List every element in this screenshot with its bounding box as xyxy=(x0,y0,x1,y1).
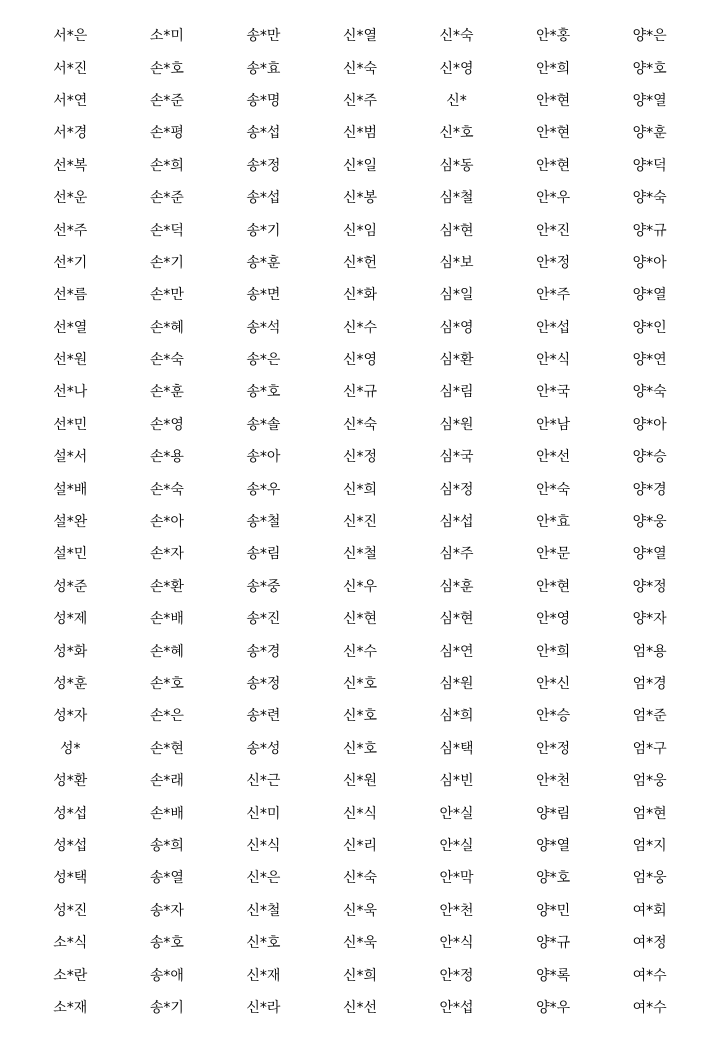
name-cell: 심*환 xyxy=(439,352,474,369)
name-cell: 송*기 xyxy=(149,999,184,1016)
name-cell: 송*솔 xyxy=(246,416,281,433)
name-cell: 심*정 xyxy=(439,481,474,498)
name-cell: 손*숙 xyxy=(149,481,184,498)
name-cell: 설*서 xyxy=(53,449,88,466)
table-row xyxy=(22,279,698,311)
name-cell: 심*림 xyxy=(439,384,474,401)
name-cell: 심*철 xyxy=(439,190,474,207)
name-cell: 안*홍 xyxy=(536,28,571,45)
table-row xyxy=(22,506,698,538)
name-cell: 양*숙 xyxy=(632,384,667,401)
name-cell: 신*숙 xyxy=(342,60,377,77)
name-cell: 엄*용 xyxy=(632,643,667,660)
name-cell: 안*정 xyxy=(439,967,474,984)
name-cell: 양*열 xyxy=(536,837,571,854)
name-cell: 신*정 xyxy=(342,449,377,466)
name-cell: 신*희 xyxy=(342,481,377,498)
name-cell: 양*열 xyxy=(632,287,667,304)
name-cell: 성*택 xyxy=(53,870,88,887)
name-cell: 송*명 xyxy=(246,92,281,109)
table-row xyxy=(22,376,698,408)
name-cell: 손*환 xyxy=(149,578,184,595)
name-cell: 심*훈 xyxy=(439,578,474,595)
name-cell: 선*기 xyxy=(53,254,88,271)
name-cell: 손*자 xyxy=(149,546,184,563)
name-cell: 성* xyxy=(60,740,81,757)
name-cell: 신*철 xyxy=(246,902,281,919)
name-cell: 송*효 xyxy=(246,60,281,77)
name-cell: 양*숙 xyxy=(632,190,667,207)
name-cell: 안*희 xyxy=(536,60,571,77)
name-cell: 선*민 xyxy=(53,416,88,433)
name-cell: 양*웅 xyxy=(632,514,667,531)
name-cell: 심*택 xyxy=(439,740,474,757)
name-cell: 송*은 xyxy=(246,352,281,369)
name-cell: 신*식 xyxy=(342,805,377,822)
table-row xyxy=(22,85,698,117)
name-cell: 여*수 xyxy=(632,967,667,984)
name-cell: 양*규 xyxy=(536,935,571,952)
name-cell: 송*석 xyxy=(246,319,281,336)
name-cell: 신*봉 xyxy=(342,190,377,207)
name-cell: 안*천 xyxy=(536,773,571,790)
name-cell: 성*자 xyxy=(53,708,88,725)
name-cell: 신*호 xyxy=(439,125,474,142)
name-cell: 성*화 xyxy=(53,643,88,660)
name-cell: 설*완 xyxy=(53,514,88,531)
table-row xyxy=(22,895,698,927)
name-cell: 송*면 xyxy=(246,287,281,304)
name-cell: 송*섭 xyxy=(246,125,281,142)
table-row xyxy=(22,312,698,344)
table-row xyxy=(22,52,698,84)
name-cell: 양*아 xyxy=(632,254,667,271)
name-cell: 손*덕 xyxy=(149,222,184,239)
name-cell: 양*열 xyxy=(632,546,667,563)
name-cell: 신*식 xyxy=(246,837,281,854)
name-cell: 신*미 xyxy=(246,805,281,822)
name-cell: 안*정 xyxy=(536,740,571,757)
name-cell: 심*현 xyxy=(439,611,474,628)
name-cell: 안*신 xyxy=(536,676,571,692)
name-cell: 성*진 xyxy=(53,902,88,919)
name-cell: 심*빈 xyxy=(439,773,474,790)
name-cell: 신*주 xyxy=(342,92,377,109)
table-row xyxy=(22,182,698,214)
name-cell: 손*희 xyxy=(149,157,184,174)
name-cell: 안*진 xyxy=(536,222,571,239)
name-cell: 신*원 xyxy=(342,773,377,790)
name-cell: 신*욱 xyxy=(342,935,377,952)
name-cell: 소*재 xyxy=(53,999,88,1016)
name-cell: 성*섭 xyxy=(53,837,88,854)
table-row xyxy=(22,344,698,376)
name-cell: 신*숙 xyxy=(342,870,377,887)
table-row xyxy=(22,927,698,959)
table-row xyxy=(22,473,698,505)
name-cell: 신*수 xyxy=(342,319,377,336)
name-cell: 송*경 xyxy=(246,643,281,660)
name-cell: 소*란 xyxy=(53,967,88,984)
name-cell: 신*희 xyxy=(342,967,377,984)
name-cell: 신*재 xyxy=(246,967,281,984)
name-cell: 서*은 xyxy=(53,28,88,45)
name-cell: 엄*현 xyxy=(632,805,667,822)
table-row xyxy=(22,247,698,279)
name-cell: 송*호 xyxy=(246,384,281,401)
table-row xyxy=(22,959,698,991)
name-cell: 송*섭 xyxy=(246,190,281,207)
name-cell: 성*제 xyxy=(53,611,88,628)
name-cell: 신*호 xyxy=(246,935,281,952)
name-cell: 손*호 xyxy=(149,60,184,77)
name-cell: 손*혜 xyxy=(149,643,184,660)
name-cell: 송*아 xyxy=(246,449,281,466)
name-cell: 송*정 xyxy=(246,676,281,692)
name-cell: 안*현 xyxy=(536,578,571,595)
name-cell: 신*호 xyxy=(342,676,377,692)
name-cell: 송*열 xyxy=(149,870,184,887)
name-cell: 신*규 xyxy=(342,384,377,401)
name-cell: 신*숙 xyxy=(342,416,377,433)
name-cell: 손*아 xyxy=(149,514,184,531)
name-cell: 성*환 xyxy=(53,773,88,790)
name-cell: 송*철 xyxy=(246,514,281,531)
name-cell: 신*화 xyxy=(342,287,377,304)
name-cell: 선*복 xyxy=(53,157,88,174)
name-cell: 엄*구 xyxy=(632,740,667,757)
name-cell: 안*식 xyxy=(439,935,474,952)
name-cell: 안*남 xyxy=(536,416,571,433)
name-cell: 양*훈 xyxy=(632,125,667,142)
name-cell: 안*현 xyxy=(536,92,571,109)
name-table xyxy=(22,20,698,1024)
table-row xyxy=(22,733,698,765)
name-cell: 안*섭 xyxy=(439,999,474,1016)
name-cell: 신*영 xyxy=(342,352,377,369)
name-cell: 손*영 xyxy=(149,416,184,433)
name-cell: 신*영 xyxy=(439,60,474,77)
name-cell: 신*욱 xyxy=(342,902,377,919)
name-cell: 안*영 xyxy=(536,611,571,628)
name-cell: 송*정 xyxy=(246,157,281,174)
name-cell: 양*림 xyxy=(536,805,571,822)
name-cell: 양*자 xyxy=(632,611,667,628)
name-cell: 심*연 xyxy=(439,643,474,660)
name-cell: 설*배 xyxy=(53,481,88,498)
table-row xyxy=(22,571,698,603)
name-cell: 엄*지 xyxy=(632,837,667,854)
name-cell: 엄*경 xyxy=(632,676,667,692)
name-cell: 손*혜 xyxy=(149,319,184,336)
name-cell: 안*현 xyxy=(536,125,571,142)
name-cell: 안*섭 xyxy=(536,319,571,336)
name-cell: 안*희 xyxy=(536,643,571,660)
name-cell: 양*록 xyxy=(536,967,571,984)
table-row xyxy=(22,409,698,441)
name-cell: 양*인 xyxy=(632,319,667,336)
name-cell: 선*운 xyxy=(53,190,88,207)
name-cell: 안*주 xyxy=(536,287,571,304)
name-cell: 손*배 xyxy=(149,805,184,822)
table-row xyxy=(22,150,698,182)
name-cell: 안*실 xyxy=(439,837,474,854)
table-row xyxy=(22,992,698,1024)
name-cell: 신*헌 xyxy=(342,254,377,271)
name-cell: 성*훈 xyxy=(53,676,88,692)
name-cell: 양*연 xyxy=(632,352,667,369)
name-cell: 심*주 xyxy=(439,546,474,563)
name-cell: 손*준 xyxy=(149,190,184,207)
name-cell: 신*임 xyxy=(342,222,377,239)
name-cell: 소*미 xyxy=(149,28,184,45)
name-cell: 선*주 xyxy=(53,222,88,239)
name-cell: 송*훈 xyxy=(246,254,281,271)
name-cell: 송*애 xyxy=(149,967,184,984)
name-cell: 심*동 xyxy=(439,157,474,174)
name-cell: 선*름 xyxy=(53,287,88,304)
name-cell: 심*섭 xyxy=(439,514,474,531)
name-cell: 손*기 xyxy=(149,254,184,271)
name-cell: 송*희 xyxy=(149,837,184,854)
name-cell: 안*식 xyxy=(536,352,571,369)
table-row xyxy=(22,603,698,635)
name-cell: 양*호 xyxy=(632,60,667,77)
name-cell: 선*나 xyxy=(53,384,88,401)
name-cell: 손*현 xyxy=(149,740,184,757)
name-cell: 안*우 xyxy=(536,190,571,207)
name-cell: 송*림 xyxy=(246,546,281,563)
name-cell: 성*준 xyxy=(53,578,88,595)
name-cell: 안*숙 xyxy=(536,481,571,498)
name-cell: 양*은 xyxy=(632,28,667,45)
table-row xyxy=(22,635,698,667)
name-cell: 심*희 xyxy=(439,708,474,725)
name-cell: 양*덕 xyxy=(632,157,667,174)
name-cell: 여*정 xyxy=(632,935,667,952)
name-cell: 손*준 xyxy=(149,92,184,109)
name-cell: 송*진 xyxy=(246,611,281,628)
name-cell: 신*현 xyxy=(342,611,377,628)
name-cell: 심*국 xyxy=(439,449,474,466)
name-cell: 심*영 xyxy=(439,319,474,336)
name-cell: 안*정 xyxy=(536,254,571,271)
name-cell: 송*련 xyxy=(246,708,281,725)
name-cell: 엄*웅 xyxy=(632,870,667,887)
name-cell: 신*진 xyxy=(342,514,377,531)
name-cell: 엄*준 xyxy=(632,708,667,725)
name-cell: 안*문 xyxy=(536,546,571,563)
name-cell: 안*국 xyxy=(536,384,571,401)
table-row xyxy=(22,797,698,829)
name-cell: 신*리 xyxy=(342,837,377,854)
name-cell: 신*숙 xyxy=(439,28,474,45)
name-cell: 신*우 xyxy=(342,578,377,595)
table-row xyxy=(22,668,698,700)
name-cell: 손*배 xyxy=(149,611,184,628)
name-cell: 송*만 xyxy=(246,28,281,45)
name-cell: 안*효 xyxy=(536,514,571,531)
name-cell: 신*일 xyxy=(342,157,377,174)
name-cell: 신*선 xyxy=(342,999,377,1016)
name-cell: 손*용 xyxy=(149,449,184,466)
name-cell: 심*원 xyxy=(439,676,474,692)
name-cell: 신*호 xyxy=(342,740,377,757)
name-cell: 엄*웅 xyxy=(632,773,667,790)
name-cell: 신* xyxy=(446,92,467,109)
name-cell: 선*열 xyxy=(53,319,88,336)
name-cell: 심*보 xyxy=(439,254,474,271)
name-cell: 심*현 xyxy=(439,222,474,239)
name-cell: 신*근 xyxy=(246,773,281,790)
table-row xyxy=(22,20,698,52)
name-cell: 양*규 xyxy=(632,222,667,239)
name-cell: 양*승 xyxy=(632,449,667,466)
name-cell: 손*래 xyxy=(149,773,184,790)
table-row xyxy=(22,765,698,797)
name-cell: 서*진 xyxy=(53,60,88,77)
name-cell: 안*천 xyxy=(439,902,474,919)
name-cell: 신*열 xyxy=(342,28,377,45)
name-cell: 송*중 xyxy=(246,578,281,595)
name-cell: 손*만 xyxy=(149,287,184,304)
name-cell: 안*막 xyxy=(439,870,474,887)
table-row xyxy=(22,830,698,862)
name-table-body xyxy=(22,20,698,1024)
name-cell: 손*평 xyxy=(149,125,184,142)
name-cell: 서*연 xyxy=(53,92,88,109)
name-cell: 성*섭 xyxy=(53,805,88,822)
name-cell: 신*은 xyxy=(246,870,281,887)
name-cell: 손*은 xyxy=(149,708,184,725)
name-cell: 안*현 xyxy=(536,157,571,174)
name-cell: 양*경 xyxy=(632,481,667,498)
name-cell: 신*라 xyxy=(246,999,281,1016)
name-cell: 신*범 xyxy=(342,125,377,142)
name-cell: 손*훈 xyxy=(149,384,184,401)
table-row xyxy=(22,214,698,246)
name-cell: 안*승 xyxy=(536,708,571,725)
name-cell: 양*열 xyxy=(632,92,667,109)
table-row xyxy=(22,700,698,732)
table-row xyxy=(22,441,698,473)
name-cell: 심*원 xyxy=(439,416,474,433)
name-cell: 신*철 xyxy=(342,546,377,563)
name-cell: 송*호 xyxy=(149,935,184,952)
name-cell: 설*민 xyxy=(53,546,88,563)
name-cell: 손*호 xyxy=(149,676,184,692)
table-row xyxy=(22,117,698,149)
name-cell: 소*식 xyxy=(53,935,88,952)
name-cell: 송*자 xyxy=(149,902,184,919)
name-cell: 손*숙 xyxy=(149,352,184,369)
name-cell: 심*일 xyxy=(439,287,474,304)
name-cell: 안*선 xyxy=(536,449,571,466)
name-cell: 양*호 xyxy=(536,870,571,887)
name-cell: 신*수 xyxy=(342,643,377,660)
name-cell: 신*호 xyxy=(342,708,377,725)
name-cell: 여*회 xyxy=(632,902,667,919)
name-cell: 서*경 xyxy=(53,125,88,142)
name-cell: 선*원 xyxy=(53,352,88,369)
table-row xyxy=(22,862,698,894)
name-cell: 양*민 xyxy=(536,902,571,919)
name-cell: 양*정 xyxy=(632,578,667,595)
name-cell: 양*우 xyxy=(536,999,571,1016)
name-cell: 안*실 xyxy=(439,805,474,822)
name-cell: 송*우 xyxy=(246,481,281,498)
table-row xyxy=(22,538,698,570)
name-cell: 송*성 xyxy=(246,740,281,757)
name-cell: 양*아 xyxy=(632,416,667,433)
name-cell: 여*수 xyxy=(632,999,667,1016)
name-cell: 송*기 xyxy=(246,222,281,239)
